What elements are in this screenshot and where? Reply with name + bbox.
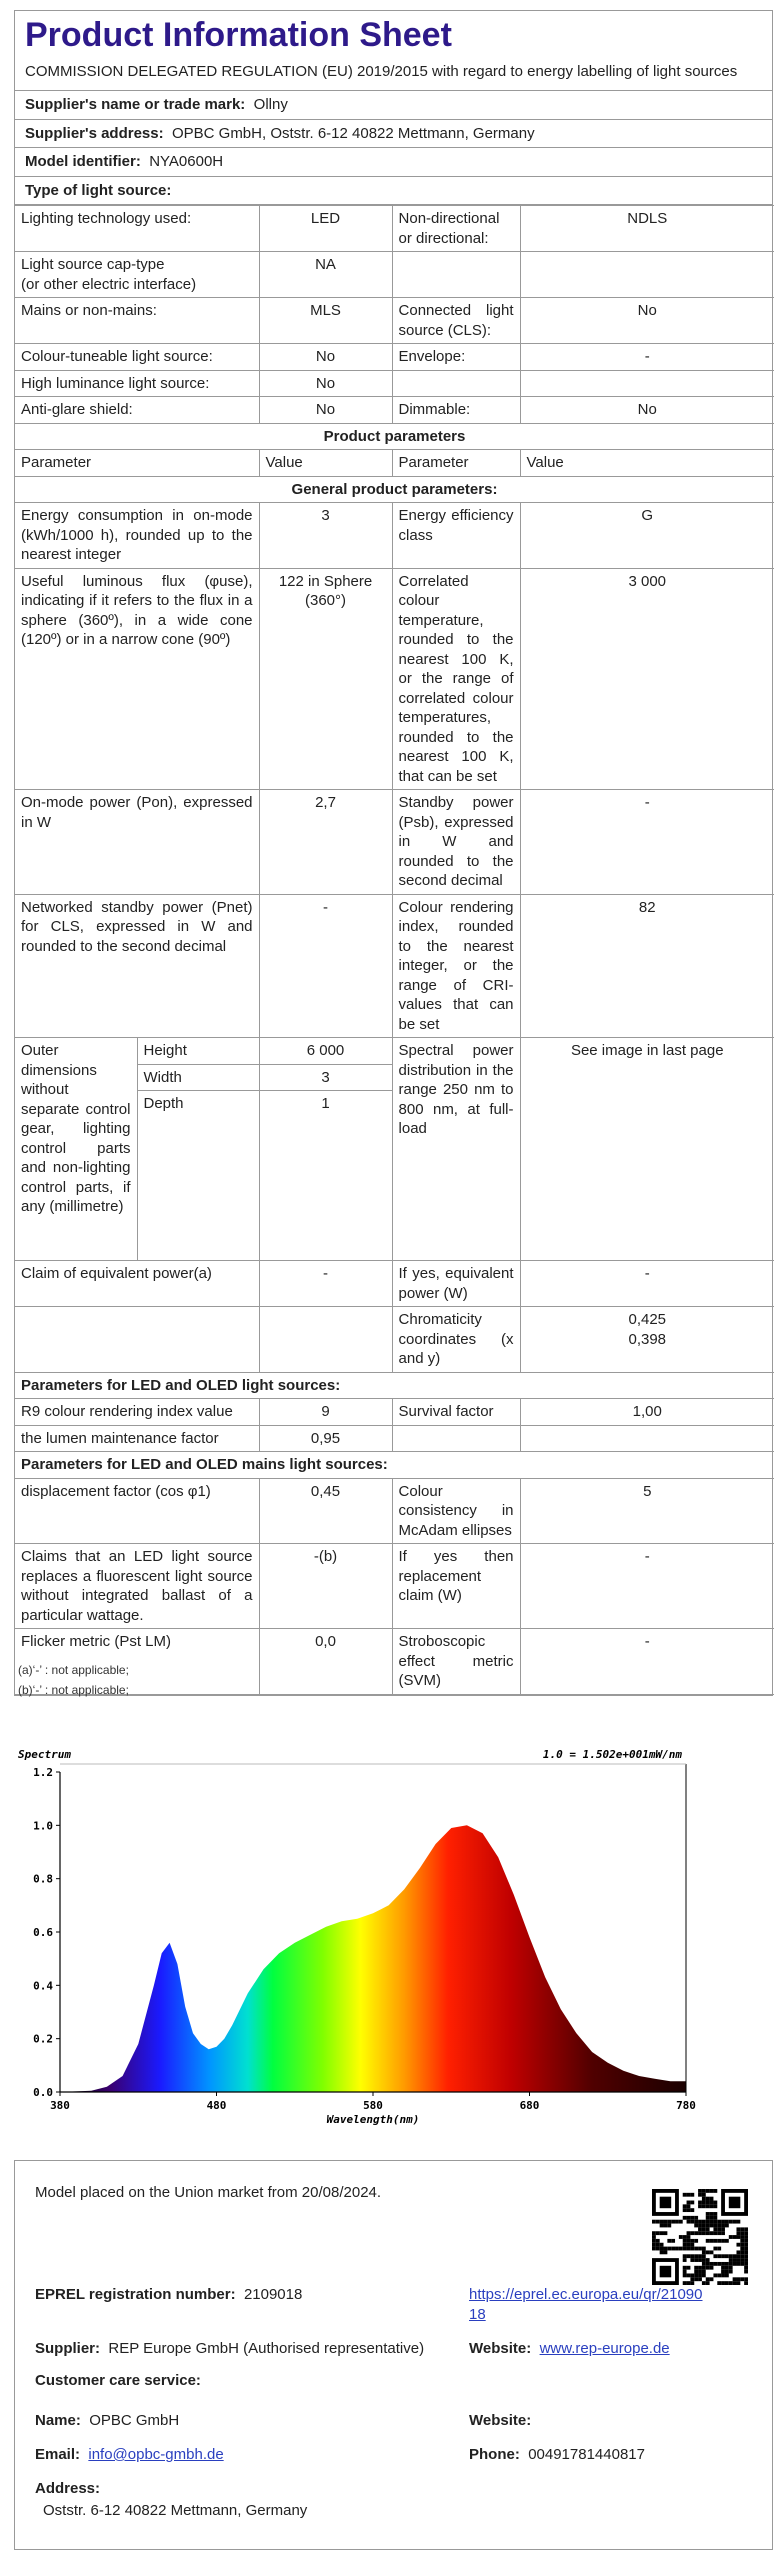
supplier-row <box>15 91 772 120</box>
general-heading: General product parameters: <box>15 476 774 503</box>
param-label-cell: the lumen maintenance factor <box>15 1425 259 1452</box>
customer-care-label: Customer care service: <box>35 2372 201 2389</box>
address-info-label: Address: <box>35 2480 101 2497</box>
type-label-cell: Lighting technology used: <box>15 206 259 252</box>
y-tick-label: 0.8 <box>33 1872 53 1886</box>
x-tick-label: 680 <box>519 2099 540 2112</box>
param-label-cell: Energy consumption in on-mode (kWh/1000 h), rounded up to the nearest integer <box>15 503 259 569</box>
name-label: Name: <box>35 2412 81 2429</box>
type-label-cell: Mains or non-mains: <box>15 298 259 344</box>
param-label-cell: If yes, equivalent power (W) <box>392 1261 520 1307</box>
param-label-cell: Colour rendering index, rounded to the nearest integer, or the range of CRI-values that can be set <box>392 894 520 1038</box>
footnotes <box>18 1660 129 1701</box>
type-label-cell: Anti-glare shield: <box>15 397 259 424</box>
address-info-value: Oststr. 6-12 40822 Mettmann, Germany <box>43 2502 308 2519</box>
param-row <box>15 1425 774 1452</box>
supplier-label: Supplier's name or trade mark: <box>25 96 246 114</box>
param-value-cell: 0,0 <box>259 1629 392 1695</box>
eprel-link-wrap <box>469 2285 709 2324</box>
type-value-cell: MLS <box>259 298 392 344</box>
dim-name-cell: Height <box>137 1038 259 1065</box>
param-value-cell: 5 <box>520 1478 774 1544</box>
type-value-cell: No <box>259 344 392 371</box>
type-value-cell: No <box>520 397 774 424</box>
param-value-cell: - <box>520 1544 774 1629</box>
website-row <box>469 2339 670 2359</box>
type-label-cell <box>392 252 520 298</box>
param-value-cell: 0,95 <box>259 1425 392 1452</box>
type-row <box>15 206 774 252</box>
info-sheet <box>14 10 773 1696</box>
type-label-cell <box>392 370 520 397</box>
type-value-cell: LED <box>259 206 392 252</box>
placed-text: Model placed on the Union market from 20/08/2024. <box>35 2184 382 2201</box>
address-label: Supplier's address: <box>25 124 164 142</box>
param-row <box>15 1544 774 1629</box>
dim-name-cell: Depth <box>137 1091 259 1261</box>
dim-value-cell: 1 <box>259 1091 392 1261</box>
type-label-cell: Envelope: <box>392 344 520 371</box>
heading-row <box>15 423 774 450</box>
dim-value-cell: 3 <box>259 1064 392 1091</box>
type-row <box>15 370 774 397</box>
type-label-cell: Colour-tuneable light source: <box>15 344 259 371</box>
footnote-b <box>18 1680 129 1700</box>
email-link[interactable]: info@opbc-gmbh.de <box>88 2446 224 2463</box>
qr-code-icon <box>652 2189 748 2285</box>
supplier-info-label: Supplier: <box>35 2340 101 2357</box>
header-row <box>15 450 774 477</box>
footnote-b-text: (b)‘-’ : not applicable; <box>18 1683 129 1698</box>
model-label: Model identifier: <box>25 153 141 171</box>
dim-row <box>15 1038 774 1065</box>
param-label-cell: Energy efficiency class <box>392 503 520 569</box>
param-label-cell: Correlated colour temperature, rounded to the nearest 100 K, or the range of correlated colour temperatures, rounded to the nearest 100 K, that can be set <box>392 568 520 790</box>
email-row <box>35 2445 224 2465</box>
phone-row <box>469 2445 645 2465</box>
param-label-cell: Flicker metric (Pst LM) <box>15 1629 259 1695</box>
page-subtitle: COMMISSION DELEGATED REGULATION (EU) 2019/2015 with regard to energy labelling of light sources <box>25 62 738 80</box>
heading-row <box>15 1372 774 1399</box>
phone-label: Phone: <box>469 2446 520 2463</box>
website-label: Website: <box>469 2340 532 2357</box>
param-label-cell: Stroboscopic effect metric (SVM) <box>392 1629 520 1695</box>
mains-heading: Parameters for LED and OLED mains light sources: <box>15 1452 774 1479</box>
name-row <box>35 2411 179 2431</box>
param-label-cell <box>392 1425 520 1452</box>
param-label-cell <box>15 1307 259 1373</box>
website2-label: Website: <box>469 2412 532 2429</box>
type-heading: Type of light source: <box>15 177 772 206</box>
param-label-cell: Networked standby power (Pnet) for CLS, expressed in W and rounded to the second decimal <box>15 894 259 1038</box>
heading-row <box>15 1452 774 1479</box>
param-label-cell: On-mode power (Pon), expressed in W <box>15 790 259 895</box>
type-row <box>15 252 774 298</box>
type-label-cell: High luminance light source: <box>15 370 259 397</box>
param-label-cell: Useful luminous flux (φuse), indicating if it refers to the flux in a sphere (360º), in a wide cone (120º) or in a narrow cone (90º) <box>15 568 259 790</box>
eprel-row <box>35 2285 302 2305</box>
chart-title: Spectrum <box>18 1748 71 1761</box>
type-value-cell: No <box>259 370 392 397</box>
param-label-cell: If yes then replacement claim (W) <box>392 1544 520 1629</box>
eprel-value: 2109018 <box>243 2286 303 2303</box>
param-value-cell: - <box>520 790 774 895</box>
param-value-cell <box>259 1307 392 1373</box>
param-row <box>15 503 774 569</box>
dims-label-cell: Outer dimensions without separate control gear, lighting control parts and non-lighting control parts, if any (millimetre) <box>15 1038 137 1261</box>
y-tick-label: 0.6 <box>33 1926 53 1939</box>
type-value-cell <box>520 252 774 298</box>
address-row <box>15 120 772 149</box>
col-header: Value <box>520 450 774 477</box>
type-label-cell: Non-directional or directional: <box>392 206 520 252</box>
param-row <box>15 1399 774 1426</box>
col-header: Value <box>259 450 392 477</box>
email-label: Email: <box>35 2446 81 2463</box>
y-tick-label: 0.2 <box>33 2032 53 2046</box>
y-tick-label: 1.0 <box>33 1819 53 1833</box>
address-value: OPBC GmbH, Oststr. 6-12 40822 Mettmann, Germany <box>171 124 535 142</box>
param-label-cell: Claims that an LED light source replaces a fluorescent light source without integrated ballast of a particular wattage. <box>15 1544 259 1629</box>
param-value-cell: 0,45 <box>259 1478 392 1544</box>
type-value-cell <box>520 370 774 397</box>
param-label-cell: Chromaticity coordinates (x and y) <box>392 1307 520 1373</box>
chart-annotation: 1.0 = 1.502e+001mW/nm <box>542 1748 682 1761</box>
type-label-cell: Connected light source (CLS): <box>392 298 520 344</box>
supplier-value: Ollny <box>253 96 288 114</box>
param-table-body <box>15 206 774 1698</box>
x-axis-label: Wavelength(nm) <box>326 2113 420 2126</box>
param-row <box>15 1307 774 1373</box>
type-value-cell: NA <box>259 252 392 298</box>
param-value-cell: - <box>259 894 392 1038</box>
param-value-cell <box>520 1425 774 1452</box>
param-value-cell: - <box>520 1261 774 1307</box>
eprel-link[interactable]: https://eprel.ec.europa.eu/qr/2109018 <box>469 2286 703 2323</box>
product-params-heading: Product parameters <box>15 423 774 450</box>
x-tick-label: 780 <box>676 2099 696 2112</box>
info-box <box>14 2160 773 2550</box>
param-label-cell: Claim of equivalent power(a) <box>15 1261 259 1307</box>
param-label-cell: Standby power (Psb), expressed in W and rounded to the second decimal <box>392 790 520 895</box>
spd-label-cell: Spectral power distribution in the range 250 nm to 800 nm, at full-load <box>392 1038 520 1261</box>
param-value-cell: 82 <box>520 894 774 1038</box>
param-value-cell: 9 <box>259 1399 392 1426</box>
param-value-cell: 0,425 0,398 <box>520 1307 774 1373</box>
param-label-cell: Colour consistency in McAdam ellipses <box>392 1478 520 1544</box>
param-value-cell: 3 000 <box>520 568 774 790</box>
name-value: OPBC GmbH <box>89 2412 180 2429</box>
param-value-cell: 3 <box>259 503 392 569</box>
type-value-cell: No <box>259 397 392 424</box>
param-value-cell: -(b) <box>259 1544 392 1629</box>
footnote-a <box>18 1660 129 1680</box>
spectrum-chart <box>14 1736 706 2126</box>
led-heading: Parameters for LED and OLED light sources: <box>15 1372 774 1399</box>
phone-value: 00491781440817 <box>528 2446 645 2463</box>
supplier-info-value: REP Europe GmbH (Authorised representative) <box>108 2340 425 2357</box>
y-tick-label: 0.4 <box>33 1979 53 1993</box>
eprel-label: EPREL registration number: <box>35 2286 236 2303</box>
footnote-a-text: (a)‘-’ : not applicable; <box>18 1663 129 1677</box>
param-row <box>15 1261 774 1307</box>
type-row <box>15 344 774 371</box>
param-value-cell: G <box>520 503 774 569</box>
supplier-info-row <box>35 2339 424 2359</box>
y-tick-label: 1.2 <box>33 1766 53 1779</box>
param-value-cell: 1,00 <box>520 1399 774 1426</box>
param-row <box>15 790 774 895</box>
heading-row <box>15 476 774 503</box>
title-box <box>15 11 772 91</box>
website-link[interactable]: www.rep-europe.de <box>539 2340 670 2357</box>
param-row <box>15 894 774 1038</box>
y-tick-label: 0.0 <box>33 2086 53 2099</box>
type-value-cell: NDLS <box>520 206 774 252</box>
type-value-cell: No <box>520 298 774 344</box>
type-value-cell: - <box>520 344 774 371</box>
param-label-cell: displacement factor (cos φ1) <box>15 1478 259 1544</box>
type-label-cell: Light source cap-type (or other electric interface) <box>15 252 259 298</box>
x-tick-label: 380 <box>50 2099 70 2112</box>
dim-name-cell: Width <box>137 1064 259 1091</box>
type-label-cell: Dimmable: <box>392 397 520 424</box>
type-row <box>15 298 774 344</box>
page-title: Product Information Sheet <box>25 16 452 54</box>
param-label-cell: Survival factor <box>392 1399 520 1426</box>
param-row <box>15 568 774 790</box>
param-label-cell: R9 colour rendering index value <box>15 1399 259 1426</box>
x-tick-label: 580 <box>363 2099 383 2112</box>
model-row <box>15 148 772 177</box>
col-header: Parameter <box>15 450 259 477</box>
model-value: NYA0600H <box>149 153 224 171</box>
spd-value-cell: See image in last page <box>520 1038 774 1261</box>
dim-value-cell: 6 000 <box>259 1038 392 1065</box>
param-value-cell: 2,7 <box>259 790 392 895</box>
x-tick-label: 480 <box>206 2099 227 2112</box>
param-row <box>15 1478 774 1544</box>
param-value-cell: 122 in Sphere (360°) <box>259 568 392 790</box>
param-value-cell: - <box>259 1261 392 1307</box>
spectrum-svg <box>14 1736 706 2126</box>
param-table <box>15 205 774 1698</box>
type-row <box>15 397 774 424</box>
param-value-cell: - <box>520 1629 774 1695</box>
col-header: Parameter <box>392 450 520 477</box>
